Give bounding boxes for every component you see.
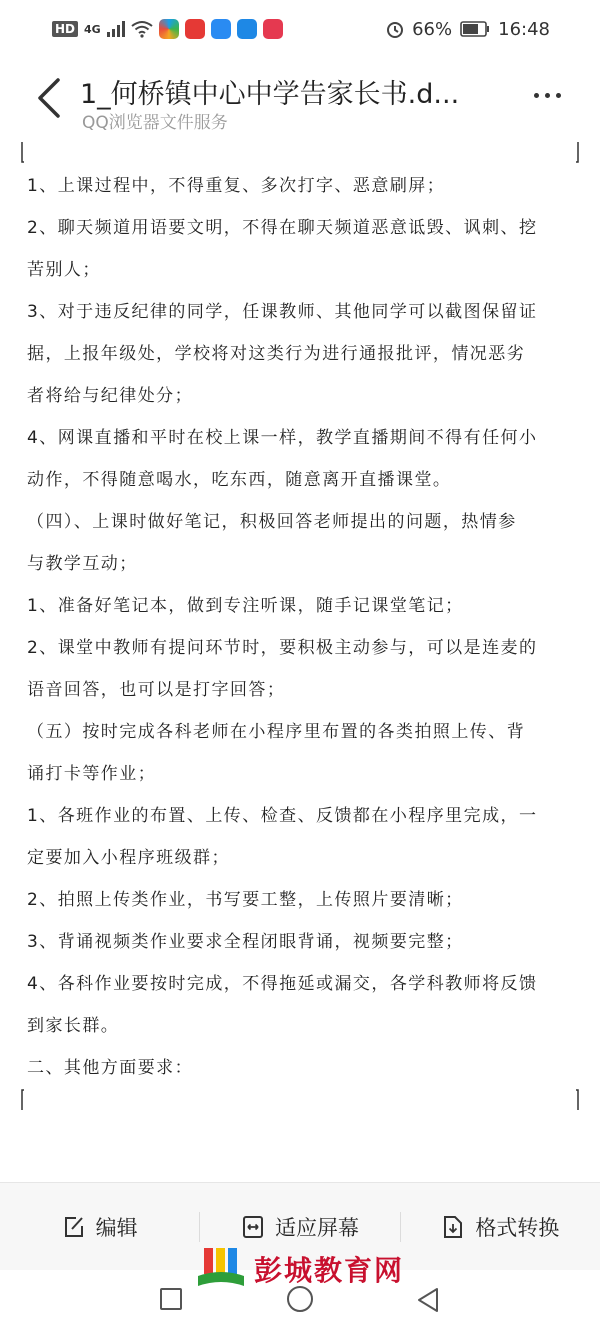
- recent-apps-button[interactable]: [160, 1288, 182, 1310]
- document-line: （五）按时完成各科老师在小程序里布置的各类拍照上传、背: [27, 722, 526, 742]
- document-line: 2、聊天频道用语要文明，不得在聊天频道恶意诋毁、讽刺、挖: [27, 218, 538, 238]
- page-corner-bottom-left: [2, 1088, 24, 1110]
- search-app-icon: [211, 19, 231, 39]
- document-line: 动作，不得随意喝水，吃东西，随意离开直播课堂。: [27, 470, 452, 490]
- app-icon-red: [185, 19, 205, 39]
- document-line: 3、背诵视频类作业要求全程闭眼背诵，视频要完整；: [27, 932, 464, 952]
- battery-icon: [460, 21, 490, 37]
- clock-time: 16:48: [498, 18, 550, 40]
- page-corner-bottom-right: [576, 1088, 598, 1110]
- document-text: [27, 165, 582, 1089]
- app-bar: [0, 58, 600, 138]
- page-subtitle: QQ浏览器文件服务: [82, 113, 228, 133]
- signal-icon: [107, 21, 125, 37]
- document-line: 2、拍照上传类作业，书写要工整，上传照片要清晰；: [27, 890, 464, 910]
- edit-icon: [62, 1215, 86, 1239]
- document-line: 到家长群。: [27, 1016, 120, 1036]
- watermark: [196, 1244, 416, 1294]
- back-arrow-icon[interactable]: [30, 76, 70, 120]
- document-line: 诵打卡等作业；: [27, 764, 157, 784]
- document-line: 2、课堂中教师有提问环节时，要积极主动参与，可以是连麦的: [27, 638, 538, 658]
- network-type: 4G: [84, 22, 101, 36]
- hd-badge: HD: [52, 21, 78, 37]
- book-app-icon: [263, 19, 283, 39]
- book-logo-icon: [196, 1246, 246, 1292]
- page-title: 1_何桥镇中心中学告家长书.d...: [80, 79, 460, 110]
- nav-back-icon[interactable]: [415, 1286, 441, 1314]
- document-line: 4、各科作业要按时完成，不得拖延或漏交，各学科教师将反馈: [27, 974, 538, 994]
- document-line: 与教学互动；: [27, 554, 138, 574]
- convert-label: 格式转换: [475, 1216, 560, 1240]
- status-right: [386, 19, 550, 40]
- document-line: 4、网课直播和平时在校上课一样，教学直播期间不得有任何小: [27, 428, 538, 448]
- convert-format-button[interactable]: [401, 1212, 600, 1242]
- document-line: 据，上报年级处，学校将对这类行为进行通报批评，情况恶劣: [27, 344, 526, 364]
- fit-screen-button[interactable]: [200, 1212, 399, 1242]
- app-icon-colorful: [159, 19, 179, 39]
- document-page[interactable]: [0, 140, 600, 1180]
- alarm-icon: [386, 20, 404, 38]
- download-convert-icon: [441, 1215, 465, 1239]
- status-left: [52, 19, 283, 39]
- page-corner-top-right: [576, 142, 598, 164]
- battery-percent: 66%: [412, 18, 453, 40]
- page-corner-top-left: [2, 142, 24, 164]
- document-line: 二、其他方面要求：: [27, 1058, 194, 1078]
- document-line: （四）、上课时做好笔记，积极回答老师提出的问题，热情参: [27, 512, 517, 532]
- bulb-app-icon: [237, 19, 257, 39]
- document-line: 定要加入小程序班级群；: [27, 848, 230, 868]
- document-line: 3、对于违反纪律的同学，任课教师、其他同学可以截图保留证: [27, 302, 538, 322]
- document-line: 苦别人；: [27, 260, 101, 280]
- edit-button[interactable]: [0, 1212, 199, 1242]
- fit-screen-label: 适应屏幕: [274, 1216, 359, 1240]
- watermark-text: 彭城教育网: [254, 1254, 405, 1287]
- document-line: 1、准备好笔记本，做到专注听课，随手记课堂笔记；: [27, 596, 464, 616]
- document-line: 1、各班作业的布置、上传、检查、反馈都在小程序里完成，一: [27, 806, 538, 826]
- wifi-icon: [131, 20, 153, 38]
- fit-screen-icon: [241, 1215, 265, 1239]
- edit-label: 编辑: [95, 1216, 138, 1240]
- more-options-icon[interactable]: [534, 80, 574, 110]
- status-bar: [0, 0, 600, 58]
- document-line: 语音回答，也可以是打字回答；: [27, 680, 286, 700]
- document-line: 1、上课过程中，不得重复、多次打字、恶意刷屏；: [27, 176, 446, 196]
- document-line: 者将给与纪律处分；: [27, 386, 194, 406]
